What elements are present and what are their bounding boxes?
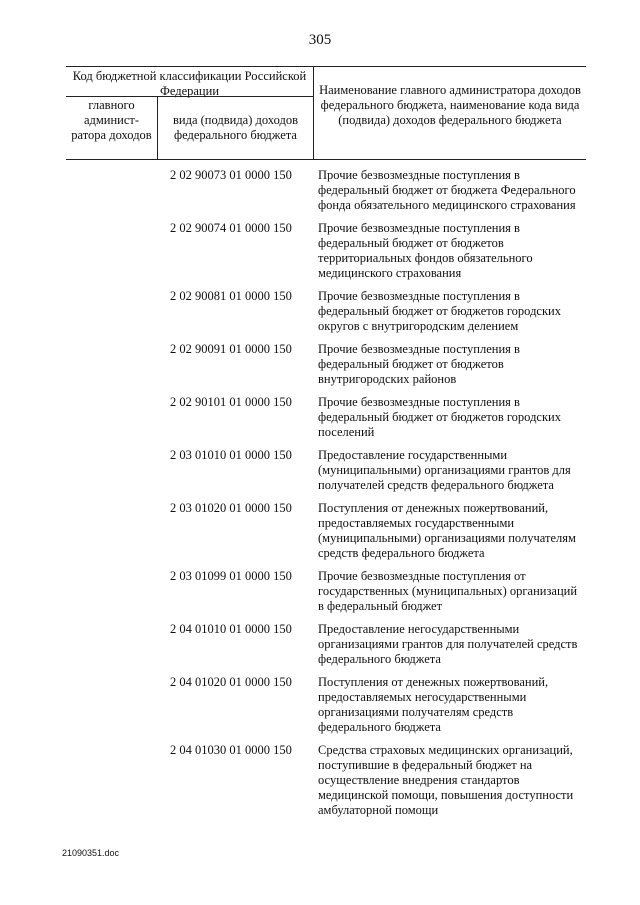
income-code: 2 04 01030 01 0000 150 [170, 743, 292, 757]
income-code: 2 02 90101 01 0000 150 [170, 395, 292, 409]
income-name: Прочие безвозмездные поступления в федеральный бюджет от бюджетов городских поселений [318, 395, 561, 439]
income-name: Поступления от денежных пожертвований, предоставляемых государственными (муниципальными) организациями получателям средств федерального бюджета [318, 501, 576, 560]
header-admin-column: главного админист- ратора доходов [71, 98, 152, 142]
income-name: Прочие безвозмездные поступления в федеральный бюджет от бюджетов городских округов с внутригородским делением [318, 289, 561, 333]
income-code: 2 02 90073 01 0000 150 [170, 168, 292, 182]
table-row [0, 221, 640, 281]
document-filename: 21090351.doc [62, 848, 120, 858]
table-row [0, 501, 640, 561]
table-row [0, 395, 640, 440]
table-body [0, 168, 640, 826]
table-row [0, 289, 640, 334]
income-code: 2 04 01020 01 0000 150 [170, 675, 292, 689]
income-code: 2 02 90081 01 0000 150 [170, 289, 292, 303]
income-code: 2 03 01020 01 0000 150 [170, 501, 292, 515]
income-code: 2 02 90091 01 0000 150 [170, 342, 292, 356]
income-code: 2 03 01099 01 0000 150 [170, 569, 292, 583]
table-row [0, 342, 640, 387]
income-code: 2 03 01010 01 0000 150 [170, 448, 292, 462]
table-header [66, 66, 586, 160]
table-row [0, 448, 640, 493]
income-name: Прочие безвозмездные поступления в федеральный бюджет от бюджета Федерального фонда обязательного медицинского страхования [318, 168, 576, 212]
table-row [0, 569, 640, 614]
income-code: 2 02 90074 01 0000 150 [170, 221, 292, 235]
header-code-group: Код бюджетной классификации Российской Федерации [72, 69, 307, 98]
income-name: Предоставление негосударственными организациями грантов для получателей средств федерального бюджета [318, 622, 578, 666]
header-type-column: вида (подвида) доходов федерального бюджета [173, 113, 298, 142]
income-name: Прочие безвозмездные поступления от государственных (муниципальных) организаций в федеральный бюджет [318, 569, 578, 613]
page-number: 305 [308, 32, 332, 48]
income-name: Предоставление государственными (муниципальными) организациями грантов для получателей средств федерального бюджета [318, 448, 571, 492]
income-name: Прочие безвозмездные поступления в федеральный бюджет от бюджетов внутригородских районов [318, 342, 520, 386]
income-code: 2 04 01010 01 0000 150 [170, 622, 292, 636]
header-name-column: Наименование главного администратора доходов федерального бюджета, наименование кода вида (подвида) доходов федерального бюджета [319, 83, 581, 127]
income-name: Поступления от денежных пожертвований, предоставляемых негосударственными организациями получателям средств федерального бюджета [318, 675, 549, 734]
income-name: Средства страховых медицинских организаций, поступившие в федеральный бюджет на осуществление внедрения стандартов медицинской помощи, повышения доступности амбулаторной помощи [318, 743, 574, 817]
table-row [0, 622, 640, 667]
income-name: Прочие безвозмездные поступления в федеральный бюджет от бюджетов территориальных фондов обязательного медицинского страхования [318, 221, 533, 280]
table-row [0, 168, 640, 213]
table-row [0, 675, 640, 735]
table-row [0, 743, 640, 818]
